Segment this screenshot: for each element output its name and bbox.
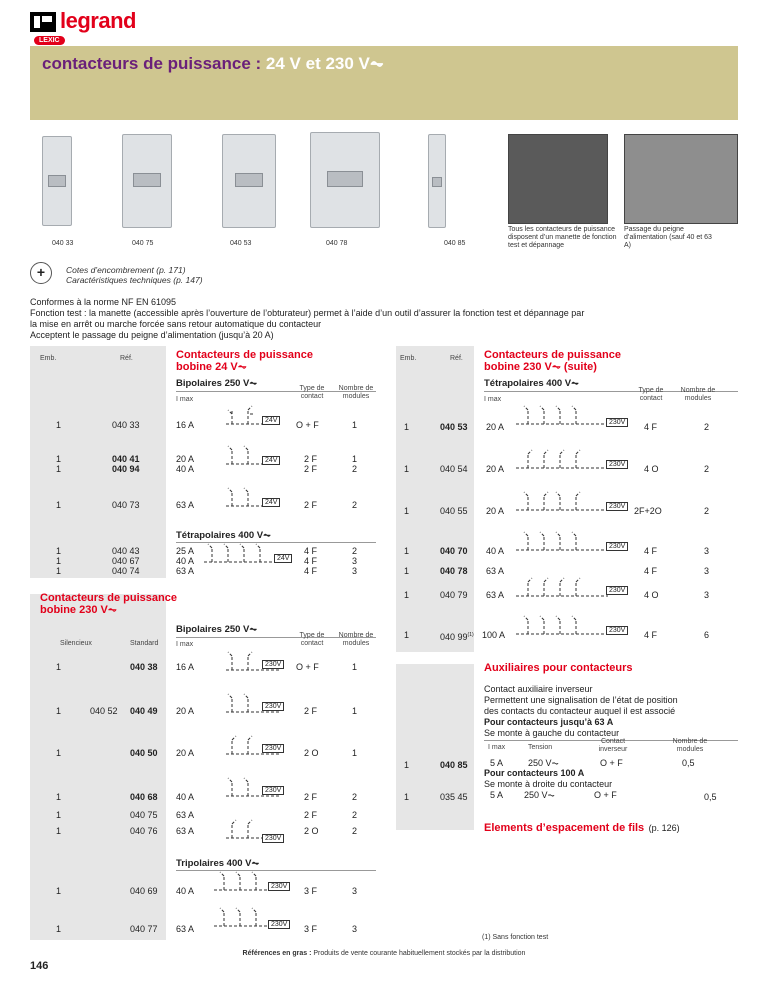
product-image-5	[428, 134, 446, 228]
row-imax: 20 A	[486, 464, 505, 474]
contact-symbol-icon	[512, 574, 612, 604]
col-modules: Nombre de modules	[680, 387, 716, 402]
coil-label: 230V	[606, 586, 628, 595]
col-imax: I max	[176, 396, 194, 403]
row-imax: 5 A	[490, 790, 504, 800]
row-type: 3 F	[304, 886, 318, 896]
row-emb: 1	[404, 760, 410, 770]
row-emb: 1	[56, 826, 62, 836]
page-title-main: contacteurs de puissance :	[42, 54, 262, 73]
row-modules: 0,5	[682, 758, 695, 768]
intro-line: la mise en arrêt ou marche forcée sans retour automatique du contacteur	[30, 319, 322, 329]
row-ref: 035 45	[440, 792, 468, 802]
row-type: O + F	[296, 662, 319, 672]
section-title-line: bobine 230 V⏦	[40, 604, 117, 616]
row-ref: 040 41 040 94	[112, 454, 140, 474]
contact-symbol-icon	[200, 540, 284, 570]
brand-name: legrand	[60, 8, 136, 33]
tripolar-title: Tripolaires 400 V⏦	[176, 858, 260, 869]
row-modules: 1	[352, 420, 358, 430]
col-modules: Nombre de modules	[338, 632, 374, 647]
tetrapolar-24v-title: Tétrapolaires 400 V⏦	[176, 530, 271, 541]
col-tension: Tension	[528, 744, 553, 751]
row-imax: 20 A 40 A	[176, 454, 195, 474]
row-modules: 2	[352, 500, 358, 510]
row-emb: 1	[56, 706, 62, 716]
row-emb: 1	[404, 506, 410, 516]
row-ref: 040 76	[130, 826, 158, 836]
aux-100a	[484, 768, 740, 790]
product-ref-5: 040 85	[444, 240, 466, 247]
product-ref-1: 040 33	[52, 240, 74, 247]
plus-circle-icon: +	[30, 262, 52, 284]
row-modules: 2	[704, 422, 710, 432]
row-modules: 3	[352, 924, 358, 934]
row-emb: 1	[56, 420, 62, 430]
row-modules: 1	[352, 706, 358, 716]
col-emb: Emb.	[40, 355, 57, 362]
intro-line: Fonction test : la manette (accessible après l’ouverture de l’obturateur) permet à l’aide d’un outil d’assurer la fonction test et dépannage par	[30, 308, 585, 318]
col-emb: Emb.	[400, 355, 417, 362]
row-emb: 1	[56, 792, 62, 802]
row-emb: 1 1 1	[56, 546, 62, 576]
right-aux-emb-ref-column	[396, 664, 474, 830]
row-imax: 63 A	[176, 500, 195, 510]
left-emb-ref-column-24v	[30, 346, 166, 578]
row-imax: 20 A	[486, 506, 505, 516]
coil-label: 24V	[262, 498, 280, 507]
col-imax: I max	[176, 641, 194, 648]
row-silent-ref: 040 52	[90, 706, 118, 716]
product-ref-2: 040 75	[132, 240, 154, 247]
row-emb: 1	[404, 546, 410, 556]
contact-symbol-icon	[512, 488, 612, 518]
aux-line: Se monte à droite du contacteur	[484, 779, 613, 789]
coil-label: 230V	[606, 626, 628, 635]
spacing-title: Elements d’espacement de fils	[484, 822, 645, 834]
row-emb: 1	[56, 924, 62, 934]
row-emb: 1	[56, 748, 62, 758]
row-ref: 040 68	[130, 792, 158, 802]
coil-label: 230V	[262, 702, 284, 711]
row-ref-footnote: (1)	[467, 632, 474, 638]
coil-label: 230V	[606, 418, 628, 427]
row-modules: 1	[352, 748, 358, 758]
photo-comb	[624, 134, 738, 224]
col-type: Type de contact	[299, 385, 325, 400]
row-imax: 63 A	[176, 810, 195, 820]
aux-line: Contact auxiliaire inverseur	[484, 684, 593, 694]
contact-symbol-icon	[512, 402, 612, 432]
row-type: 2 F 2 F	[304, 454, 318, 474]
footnote: (1) Sans fonction test	[482, 934, 549, 941]
col-silent: Silencieux	[60, 640, 92, 647]
row-imax: 63 A	[486, 566, 505, 576]
tetrapolar-230v-title: Tétrapolaires 400 V⏦	[484, 378, 579, 389]
contact-symbol-icon	[512, 446, 612, 476]
col-ref: Réf.	[450, 355, 463, 362]
row-ref-value: 040 99	[440, 632, 468, 642]
row-modules: 1	[352, 662, 358, 672]
row-ref: 040 75	[130, 810, 158, 820]
intro-text	[30, 297, 740, 341]
row-ref: 040 55	[440, 506, 468, 516]
row-imax: 16 A	[176, 662, 195, 672]
row-modules: 2 3 3	[352, 546, 358, 576]
section-title-line: bobine 230 V⏦ (suite)	[484, 361, 597, 373]
row-type: 3 F	[304, 924, 318, 934]
right-emb-ref-column	[396, 346, 474, 652]
row-type: 2 F	[304, 500, 318, 510]
row-emb: 1	[56, 810, 62, 820]
row-modules: 1 2	[352, 454, 358, 474]
coil-label: 230V	[262, 744, 284, 753]
row-ref: 040 43 040 67 040 74	[112, 546, 140, 576]
aux-title: Auxiliaires pour contacteurs	[484, 662, 633, 674]
row-ref: 040 78	[440, 566, 468, 576]
intro-line: Conformes à la norme NF EN 61095	[30, 297, 177, 307]
row-modules: 2	[352, 792, 358, 802]
row-imax: 63 A	[176, 826, 195, 836]
row-imax: 40 A	[176, 792, 195, 802]
coil-label: 230V	[606, 542, 628, 551]
product-image-4	[310, 132, 380, 228]
row-imax: 100 A	[482, 630, 506, 640]
col-type: Type de contact	[638, 387, 664, 402]
note-technical: Caractéristiques techniques (p. 147)	[66, 275, 203, 285]
row-modules: 0,5	[704, 792, 717, 802]
section-title-line: Contacteurs de puissance	[40, 592, 177, 604]
bipolar-230v-title: Bipolaires 250 V⏦	[176, 624, 258, 635]
row-type: 4 F	[644, 546, 658, 556]
coil-label: 24V	[262, 416, 280, 425]
row-type: 4 O	[644, 464, 659, 474]
row-emb: 1	[404, 792, 410, 802]
intro-line: Acceptent le passage du peigne d’alimentation (jusqu’à 20 A)	[30, 330, 274, 340]
spacing-elements	[484, 818, 680, 836]
row-modules: 3	[352, 886, 358, 896]
row-ref: 040 73	[112, 500, 140, 510]
row-ref: 040 70	[440, 546, 468, 556]
row-type: O + F	[296, 420, 319, 430]
coil-label: 230V	[268, 920, 290, 929]
col-modules: Nombre de modules	[338, 385, 374, 400]
col-contact: Contact inverseur	[598, 738, 628, 753]
row-ref: 040 77	[130, 924, 158, 934]
row-modules: 6	[704, 630, 710, 640]
coil-label: 24V	[262, 456, 280, 465]
row-type: 2 F	[304, 792, 318, 802]
coil-label: 230V	[262, 834, 284, 843]
row-ref: 040 50	[130, 748, 158, 758]
coil-label: 230V	[262, 786, 284, 795]
coil-label: 230V	[606, 502, 628, 511]
row-modules: 3	[704, 566, 710, 576]
row-ref: 040 33	[112, 420, 140, 430]
row-type: 2 F	[304, 706, 318, 716]
row-modules: 2	[704, 464, 710, 474]
contact-symbol-icon	[512, 528, 612, 558]
row-ref: 040 53	[440, 422, 468, 432]
row-emb: 1	[56, 500, 62, 510]
col-type: Type de contact	[299, 632, 325, 647]
row-emb: 1	[404, 630, 410, 640]
section-title-24v	[176, 349, 313, 373]
row-ref: 040 49	[130, 706, 158, 716]
row-ref: 040 69	[130, 886, 158, 896]
row-imax: 16 A	[176, 420, 195, 430]
row-type: 4 F 4 F 4 F	[304, 546, 318, 576]
row-imax: 40 A	[176, 886, 195, 896]
coil-label: 230V	[606, 460, 628, 469]
row-imax: 25 A 40 A 63 A	[176, 546, 195, 576]
row-ref	[440, 630, 474, 642]
row-modules: 3	[704, 590, 710, 600]
row-emb: 1	[404, 566, 410, 576]
coil-label: 230V	[268, 882, 290, 891]
section-title-230v-cont	[484, 349, 621, 373]
row-imax: 40 A	[486, 546, 505, 556]
footer-bold: Références en gras :	[242, 950, 312, 957]
aux-line: Pour contacteurs jusqu’à 63 A	[484, 717, 614, 727]
spacing-page-ref: (p. 126)	[648, 823, 680, 833]
caption-test: Tous les contacteurs de puissance disposent d’un manette de fonction test et dépannage	[508, 226, 617, 249]
row-modules: 2	[704, 506, 710, 516]
product-images	[30, 126, 738, 256]
row-emb: 1	[404, 464, 410, 474]
page-title-sub: 24 V et 230 V⏦	[265, 54, 384, 73]
legrand-mark-icon	[30, 12, 56, 32]
row-type: 2F+2O	[634, 506, 662, 516]
aux-line: Permettent une signalisation de l’état de position	[484, 695, 678, 705]
col-imax: I max	[488, 744, 506, 751]
col-ref: Réf.	[120, 355, 133, 362]
photo-test-function	[508, 134, 608, 224]
row-imax: 20 A	[486, 422, 505, 432]
product-ref-4: 040 78	[326, 240, 348, 247]
row-emb: 1 1	[56, 454, 62, 474]
row-type: 2 O	[304, 748, 319, 758]
col-imax: I max	[484, 396, 502, 403]
product-image-2	[122, 134, 172, 228]
row-emb: 1	[56, 886, 62, 896]
caption-comb: Passage du peigne d’alimentation (sauf 40 et 63 A)	[624, 226, 712, 249]
legrand-logo	[30, 8, 140, 46]
section-title-line: Contacteurs de puissance	[484, 349, 621, 361]
aux-line: des contacts du contacteur auquel il est associé	[484, 706, 676, 716]
footer-note	[0, 950, 768, 957]
row-type: 2 O	[304, 826, 319, 836]
row-ref: 040 79	[440, 590, 468, 600]
col-modules: Nombre de modules	[672, 738, 708, 753]
row-ref: 040 85	[440, 760, 468, 770]
row-modules: 3	[704, 546, 710, 556]
row-imax: 20 A	[176, 748, 195, 758]
aux-description	[484, 684, 740, 739]
row-type: 2 F	[304, 810, 318, 820]
row-ref: 040 54	[440, 464, 468, 474]
row-contact: O + F	[594, 790, 617, 800]
section-title-line: bobine 24 V⏦	[176, 361, 247, 373]
section-title-230v	[40, 592, 177, 616]
row-emb: 1	[404, 590, 410, 600]
row-type: 4 F	[644, 566, 658, 576]
aux-line: Se monte à gauche du contacteur	[484, 728, 620, 738]
page-title	[42, 54, 384, 74]
lexic-badge: LEXIC	[34, 36, 65, 45]
contact-symbol-icon	[512, 612, 612, 642]
row-emb: 1	[404, 422, 410, 432]
row-emb: 1	[56, 662, 62, 672]
row-imax: 20 A	[176, 706, 195, 716]
coil-label: 24V	[274, 554, 292, 563]
note-dimensions: Cotes d’encombrement (p. 171)	[66, 265, 186, 275]
col-standard: Standard	[130, 640, 159, 647]
row-imax: 63 A	[486, 590, 505, 600]
product-image-3	[222, 134, 276, 228]
row-type: 4 F	[644, 422, 658, 432]
footer-text: Produits de vente courante habituellement stockés par la distribution	[311, 950, 526, 957]
product-ref-3: 040 53	[230, 240, 252, 247]
section-title-line: Contacteurs de puissance	[176, 349, 313, 361]
reference-notes	[66, 265, 203, 285]
bipolar-24v-title: Bipolaires 250 V⏦	[176, 378, 258, 389]
row-modules: 2	[352, 810, 358, 820]
coil-label: 230V	[262, 660, 284, 669]
row-imax: 63 A	[176, 924, 195, 934]
row-ref: 040 38	[130, 662, 158, 672]
row-type: 4 F	[644, 630, 658, 640]
aux-line: Pour contacteurs 100 A	[484, 768, 585, 778]
row-modules: 2	[352, 826, 358, 836]
product-image-1	[42, 136, 72, 226]
row-tension: 250 V⏦	[524, 790, 555, 800]
page-number: 146	[30, 960, 49, 972]
row-contact: O + F	[600, 758, 623, 768]
row-imax: 5 A	[490, 758, 504, 768]
row-tension: 250 V⏦	[528, 758, 559, 768]
row-type: 4 O	[644, 590, 659, 600]
